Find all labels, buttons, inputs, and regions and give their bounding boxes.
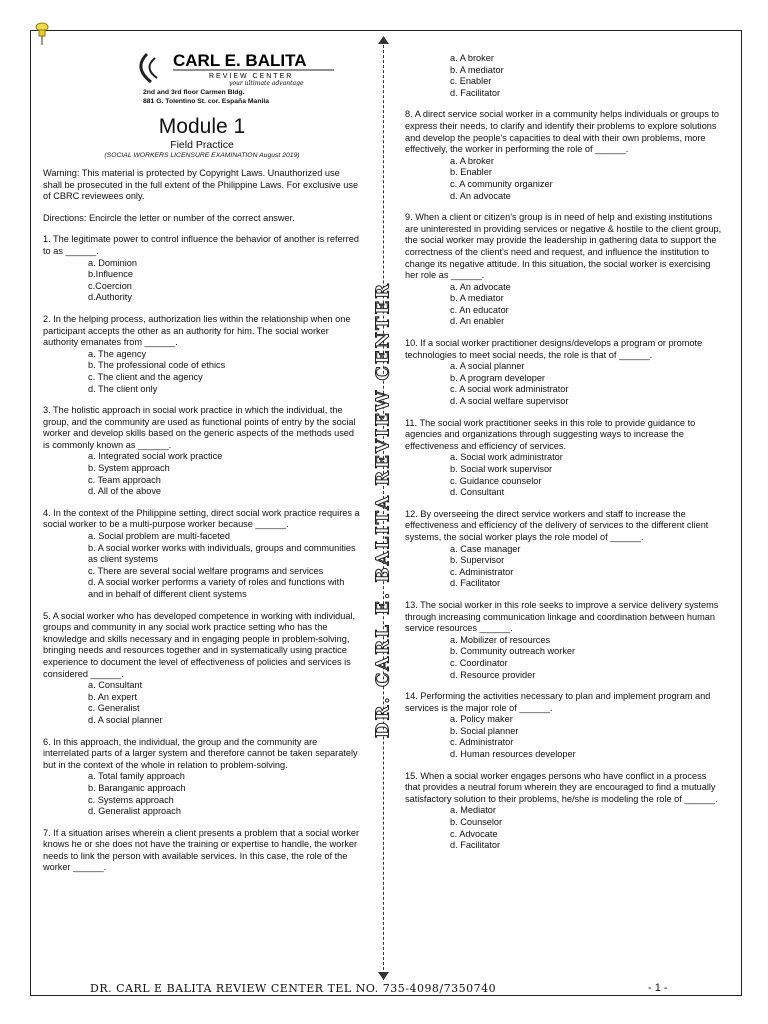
question-text: 13. The social worker in this role seeks to improve a service delivery systems through increasing communication linkage and coordination between human service resources ______. [405,599,719,634]
question-text: 6. In this approach, the individual, the group and the community are interrelated parts of a larger system and therefore cannot be taken separately but in the context of the whole in relation to problem-solving. [43,736,358,770]
answer-option[interactable]: b. Enabler [450,167,492,178]
answer-option[interactable]: a. Social problem are multi-faceted [88,531,230,542]
header [43,46,361,112]
answer-option[interactable]: c.Coercion [88,280,132,291]
question-item [43,508,361,601]
answer-option[interactable]: b. A social worker works with individuals, groups and communities as client systems [88,542,356,565]
answer-option[interactable]: c. Team approach [88,474,161,485]
answer-option[interactable]: a. Total family approach [88,771,185,782]
answer-option[interactable]: c. A community organizer [450,178,553,189]
answer-option[interactable]: b.Influence [88,269,133,280]
answer-option[interactable]: b. Baranganic approach [88,782,186,793]
answer-option[interactable]: a. Mediator [450,805,496,816]
answer-option[interactable]: c. Coordinator [450,657,508,668]
subject-title: Field Practice [170,139,234,151]
answer-option[interactable]: d. A social welfare supervisor [450,396,569,407]
footer: DR. CARL E BALITA REVIEW CENTER TEL NO. 735-4098/7350740 [90,982,497,995]
left-column [43,46,361,874]
question-item [405,109,723,202]
question-item [405,212,723,328]
right-question-list [405,109,723,851]
answer-option[interactable]: b. Counselor [450,817,503,828]
answer-option[interactable]: d. Consultant [450,487,505,498]
answer-option[interactable]: d. All of the above [88,486,162,497]
address-line-2: 881 G. Tolentino St. cor. España Manila [143,97,270,105]
answer-option[interactable]: d. Facilitator [450,578,501,589]
answer-option[interactable]: c. A social work administrator [450,384,569,395]
answer-option[interactable]: c. Administrator [450,737,514,748]
answer-option[interactable]: c. Advocate [450,828,498,839]
question-text: 10. If a social worker practitioner designs/develops a program or promote technologies to meet social needs, the role is that of ______. [405,338,703,360]
answer-option[interactable]: a. An advocate [450,281,511,292]
question-item [43,405,361,498]
answer-option[interactable]: a. A broker [450,155,494,166]
left-question-list [43,234,361,874]
answer-option[interactable]: d. A social worker performs a variety of roles and functions with and in behalf of different client systems [88,577,345,599]
answer-option[interactable]: b. A mediator [450,64,504,75]
answer-option[interactable]: d. Human resources developer [450,749,576,760]
question-item [43,314,361,395]
answer-option[interactable]: a. Dominion [88,257,138,268]
answer-option[interactable]: b. Supervisor [450,555,505,566]
answer-option[interactable]: b. Social planner [450,725,519,736]
review-center-logo [129,48,339,86]
answer-option[interactable]: c. Enabler [450,76,492,87]
vertical-watermark: DR. CARL E. BALITA REVIEW CENTER [372,281,394,739]
page-title: Module 1 [158,115,246,138]
answer-option[interactable]: a. A broker [450,53,494,63]
answer-option[interactable]: b. The professional code of ethics [88,360,226,371]
question-text: 5. A social worker who has developed competence in working with individual, groups and community in any social work practice setting who has the knowledge and skills necessary and in engaging people in problem-solving, bringing needs and resources together and in systematically using practice experience to document the level of effectiveness of policies and services is considered ______. [43,610,356,679]
pushpin-icon [34,22,50,46]
right-column [405,53,723,852]
question-item [43,234,361,304]
answer-option[interactable]: b. A program developer [450,372,545,383]
answer-option[interactable]: d. A social planner [88,714,163,725]
question-text: 7. If a situation arises wherein a client presents a problem that a social worker knows he or she does not have the training or expertise to handle, the worker needs to link the person with available services. In this case, the role of the worker ______. [43,827,360,873]
answer-option[interactable]: a. Policy maker [450,714,513,725]
question-text: 9. When a client or citizen's group is in need of help and existing institutions are uninterested in providing services or negative & hostile to the client group, the social worker may provide the leadership in gathering data to support the correctness of the client's need and request, and influence the institution to change its negative attitude. In this situation, the social worker is exercising her role as ______. [405,212,722,281]
answer-option[interactable]: b. Social work supervisor [450,464,553,474]
answer-option[interactable]: a. Integrated social work practice [88,451,223,462]
question-item [43,828,361,874]
logo-name: CARL E. BALITA [173,51,307,70]
question-text: 2. In the helping process, authorization lies within the relationship when one participant accepts the other as an authority for him. The social worker authority emanates from ______. [43,313,351,348]
answer-option[interactable]: c. An educator [450,304,509,315]
question-item [405,691,723,761]
watermark-wrap [371,210,395,810]
question-item [43,737,361,818]
answer-option[interactable]: b. Community outreach worker [450,646,576,657]
question-item [405,338,723,408]
question-text: 3. The holistic approach in social work practice in which the individual, the group, and the community are used as functional points of entry by the social worker and develop skills based on the generic aspects of the methods used is commonly known as ______. [43,405,356,450]
answer-option[interactable]: b. A mediator [450,293,504,304]
answer-option[interactable]: c. Guidance counselor [450,475,542,486]
answer-option[interactable]: c. Administrator [450,566,514,577]
answer-option[interactable]: d. Generalist approach [88,806,181,817]
question-item [405,771,723,852]
answer-option[interactable]: c. There are several social welfare programs and services [88,565,324,576]
answer-option[interactable]: a. Case manager [450,543,521,554]
address [143,89,269,106]
question-item [43,611,361,727]
question-item [405,509,723,590]
answer-option[interactable]: d. An advocate [450,190,511,201]
answer-option[interactable]: d. Resource provider [450,669,536,680]
answer-option[interactable]: b. An expert [88,691,138,702]
logo-tagline: your ultimate advantage [229,80,304,86]
answer-option[interactable]: d.Authority [88,292,132,303]
answer-option[interactable]: a. A social planner [450,361,525,372]
answer-option[interactable]: b. System approach [88,463,170,474]
question-item [405,418,723,499]
title-block [43,114,361,160]
answer-option[interactable]: a. Consultant [88,680,143,691]
directions: Directions: Encircle the letter or number of the correct answer. [43,212,295,223]
arrow-down-icon [378,972,389,980]
logo-sub: REVIEW CENTER [209,73,294,80]
answer-option[interactable]: d. Facilitator [450,840,501,851]
arrow-up-icon [378,36,389,44]
question-text: 4. In the context of the Philippine setting, direct social work practice requires a social worker to be a multi-purpose worker because ______. [43,507,360,530]
question-text: 1. The legitimate power to control influence the behavior of another is referred to as ______. [43,234,359,256]
question-text: 14. Performing the activities necessary to plan and implement program and services is the major role of ______. [405,691,711,713]
answer-option[interactable]: d. An enabler [450,316,505,327]
answer-option[interactable]: c. Generalist [88,703,140,714]
question-text: 11. The social work practitioner seeks in this role to provide guidance to agencies and organizations through suggesting ways to increase the effectiveness and efficiency of services. [405,417,696,451]
answer-option[interactable]: d. The client only [88,383,158,394]
answer-option[interactable]: c. Systems approach [88,794,174,805]
answer-option[interactable]: a. Mobilizer of resources [450,634,551,645]
answer-option[interactable]: d. Facilitator [450,87,501,98]
answer-option[interactable]: a. The agency [88,348,147,359]
address-line-1: 2nd and 3rd floor Carmen Bldg. [143,89,245,96]
answer-option[interactable]: a. Social work administrator [450,452,563,463]
continued-options [405,53,723,99]
copyright-warning: Warning: This material is protected by Copyright Laws. Unauthorized use shall be prosecuted in the full extent of the Philippine Laws. For exclusive use of CBRC reviewees only. [43,168,359,202]
question-item [405,600,723,681]
question-text: 8. A direct service social worker in a community helps individuals or groups to express their needs, to clarify and identify their problems to explore solutions and develop the people's capacities to deal with their own problems, more effectively, the worker in performing the role of ______. [405,109,720,155]
exam-subtitle: (SOCIAL WORKERS LICENSURE EXAMINATION August 2019) [104,152,300,159]
question-text: 12. By overseeing the direct service workers and staff to increase the effectiveness and efficiency of the delivery of services to the different client systems, the social worker plays the role model of ______. [405,508,709,542]
answer-option[interactable]: c. The client and the agency [88,371,203,382]
page-number: - 1 - [648,982,668,994]
question-text: 15. When a social worker engages persons who have conflict in a process that provides a neutral forum wherein they are encouraged to find a mutually satisfactory solution to their problems, he/she is modeling the role of ______. [405,770,718,804]
